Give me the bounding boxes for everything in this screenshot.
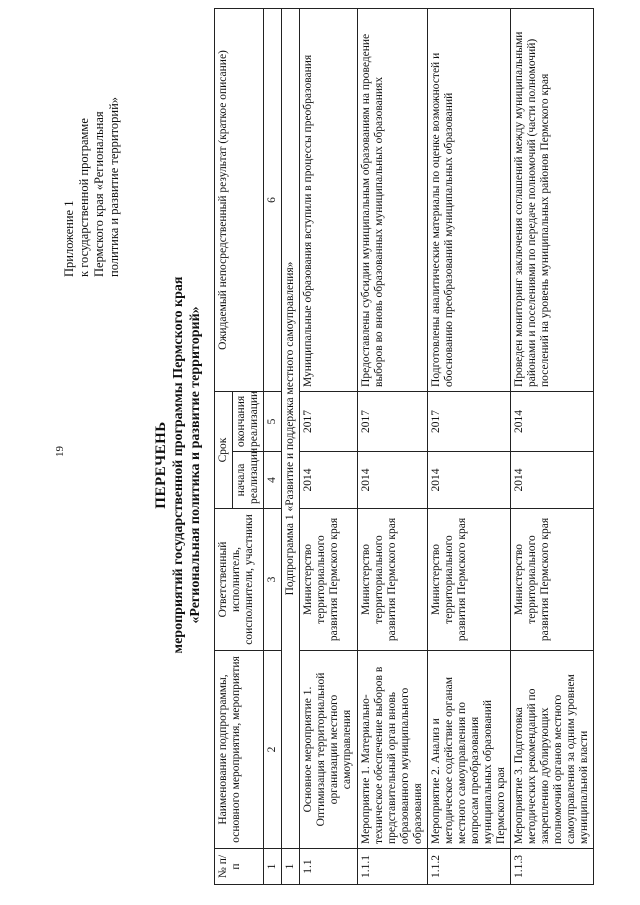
row-end: 2017 <box>300 391 358 451</box>
row-end: 2017 <box>358 391 428 451</box>
column-number-row <box>264 8 282 884</box>
table-row <box>300 8 358 884</box>
row-start: 2014 <box>511 452 594 509</box>
appendix-line: Пермского края «Региональная <box>92 111 106 277</box>
row-num: 1.1.2 <box>428 849 511 885</box>
appendix-line: Приложение 1 <box>62 200 76 277</box>
column-number: 4 <box>264 452 282 509</box>
title-heading: ПЕРЕЧЕНЬ <box>153 421 169 509</box>
column-number: 3 <box>264 509 282 651</box>
row-responsible: Министерство территориального развития Пермского края <box>300 509 358 651</box>
column-number: 2 <box>264 651 282 849</box>
title-line: мероприятий государственной программы Пермского края <box>171 276 186 654</box>
activities-table <box>214 8 594 885</box>
row-responsible: Министерство территориального развития Пермского края <box>428 509 511 651</box>
row-num: 1.1 <box>300 849 358 885</box>
row-start: 2014 <box>428 452 511 509</box>
appendix-line: к государственной программе <box>77 118 91 277</box>
row-responsible: Министерство территориального развития Пермского края <box>358 509 428 651</box>
subprogram-num: 1 <box>282 849 300 885</box>
row-responsible: Министерство территориального развития Пермского края <box>511 509 594 651</box>
row-start: 2014 <box>300 452 358 509</box>
column-number: 6 <box>264 8 282 391</box>
row-result: Подготовлены аналитические материалы по оценке возможностей и обоснованию преобразований муниципальных образований <box>428 8 511 391</box>
subprogram-row <box>282 8 300 884</box>
subprogram-title: Подпрограмма 1 «Развитие и поддержка местного самоуправления» <box>282 8 300 848</box>
row-start: 2014 <box>358 452 428 509</box>
header-start: начала реализации <box>233 452 264 509</box>
appendix-line: политика и развитие территорий» <box>107 96 121 277</box>
header-term: Срок <box>215 391 233 508</box>
document-title <box>152 165 204 765</box>
row-num: 1.1.1 <box>358 849 428 885</box>
header-num: № п/п <box>215 849 264 885</box>
table-row <box>428 8 511 884</box>
row-name: Основное мероприятие 1. Оптимизация территориальной организации местного самоуправления <box>300 651 358 849</box>
table-row <box>358 8 428 884</box>
table-row <box>511 8 594 884</box>
column-number: 1 <box>264 849 282 885</box>
row-num: 1.1.3 <box>511 849 594 885</box>
row-name: Мероприятие 3. Подготовка методических рекомендаций по закреплению дублирующих полномочий органов местного самоуправления за одним уровнем муниципальной власти <box>511 651 594 849</box>
row-name: Мероприятие 2. Анализ и методическое содействие органам местного самоуправления по вопросам преобразования муниципальных образований Пермского края <box>428 651 511 849</box>
header-name: Наименование подпрограммы, основного мероприятия, мероприятия <box>215 651 264 849</box>
page-number: 19 <box>54 446 66 457</box>
row-end: 2014 <box>511 391 594 451</box>
header-end: окончания реализации <box>233 391 264 451</box>
row-end: 2017 <box>428 391 511 451</box>
appendix-note <box>62 0 122 277</box>
row-result: Проведен мониторинг заключения соглашений между муниципальными районами и поселениями по передаче полномочий (части полномочий) поселений на уровень муниципальных районов Пермского края <box>511 8 594 391</box>
row-result: Муниципальные образования вступили в процессы преобразования <box>300 8 358 391</box>
column-number: 5 <box>264 391 282 451</box>
table-header-row <box>215 8 233 884</box>
title-line: «Региональная политика и развитие территорий» <box>188 306 203 624</box>
header-responsible: Ответственный исполнитель, соисполнители, участники <box>215 509 264 651</box>
row-name: Мероприятие 1. Материально-техническое обеспечение выборов в представительный орган вновь образованного муниципального образования <box>358 651 428 849</box>
row-result: Предоставлены субсидии муниципальным образованиям на проведение выборов во вновь образованных муниципальных образованиях <box>358 8 428 391</box>
header-result: Ожидаемый непосредственный результат (краткое описание) <box>215 8 264 391</box>
